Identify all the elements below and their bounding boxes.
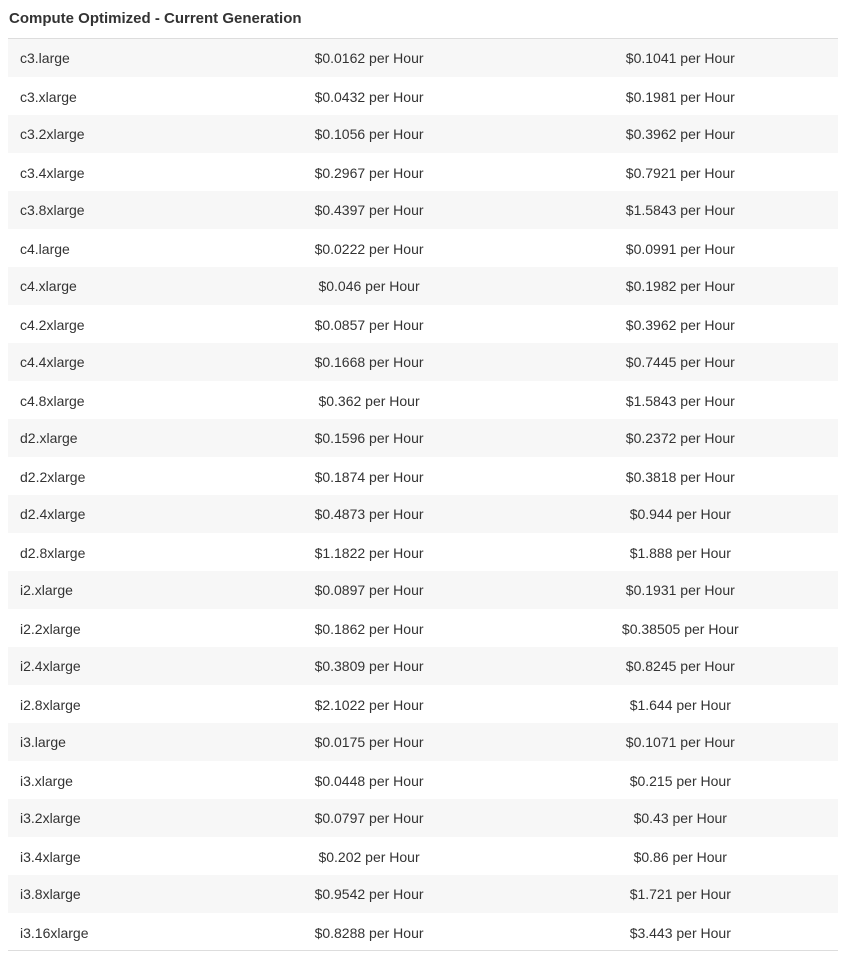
instance-type-cell: c4.8xlarge <box>20 393 85 409</box>
instance-type-cell: c4.large <box>20 241 70 257</box>
instance-type-cell: i2.2xlarge <box>20 621 81 637</box>
spot-price-cell: $0.4397 per Hour <box>314 202 424 218</box>
ondemand-price-cell: $0.1041 per Hour <box>625 50 735 66</box>
instance-type-cell: i2.8xlarge <box>20 697 81 713</box>
table-row <box>8 495 838 533</box>
table-row <box>8 191 838 229</box>
spot-price-cell: $0.2967 per Hour <box>314 165 424 181</box>
table-row <box>8 305 838 343</box>
ondemand-price-cell: $0.7445 per Hour <box>625 354 735 370</box>
table-row <box>8 761 838 799</box>
table-row <box>8 343 838 381</box>
instance-type-cell: d2.2xlarge <box>20 469 86 485</box>
spot-price-cell: $0.1862 per Hour <box>314 621 424 637</box>
ondemand-price-cell: $0.3818 per Hour <box>625 469 735 485</box>
spot-price-cell: $0.9542 per Hour <box>314 886 424 902</box>
table-row <box>8 419 838 457</box>
ondemand-price-cell: $0.7921 per Hour <box>625 165 735 181</box>
ondemand-price-cell: $3.443 per Hour <box>629 925 731 941</box>
table-row <box>8 381 838 419</box>
instance-type-cell: c3.large <box>20 50 70 66</box>
spot-price-cell: $0.0162 per Hour <box>314 50 424 66</box>
instance-type-cell: c4.4xlarge <box>20 354 85 370</box>
instance-type-cell: i3.16xlarge <box>20 925 89 941</box>
table-row <box>8 153 838 191</box>
instance-type-cell: c4.xlarge <box>20 278 77 294</box>
ondemand-price-cell: $0.215 per Hour <box>629 773 731 789</box>
ondemand-price-cell: $0.0991 per Hour <box>625 241 735 257</box>
spot-price-cell: $0.202 per Hour <box>318 849 420 865</box>
spot-price-cell: $0.3809 per Hour <box>314 658 424 674</box>
instance-type-cell: c3.xlarge <box>20 89 77 105</box>
ondemand-price-cell: $0.43 per Hour <box>633 810 727 826</box>
instance-type-cell: c3.8xlarge <box>20 202 85 218</box>
spot-price-cell: $0.362 per Hour <box>318 393 420 409</box>
ondemand-price-cell: $0.3962 per Hour <box>625 317 735 333</box>
ondemand-price-cell: $0.86 per Hour <box>633 849 727 865</box>
instance-type-cell: d2.4xlarge <box>20 506 86 522</box>
ondemand-price-cell: $0.8245 per Hour <box>625 658 735 674</box>
table-row <box>8 77 838 115</box>
spot-price-cell: $0.0175 per Hour <box>314 734 424 750</box>
ondemand-price-cell: $1.721 per Hour <box>629 886 731 902</box>
table-row <box>8 457 838 495</box>
instance-type-cell: c4.2xlarge <box>20 317 85 333</box>
spot-price-cell: $0.0857 per Hour <box>314 317 424 333</box>
ondemand-price-cell: $0.1071 per Hour <box>625 734 735 750</box>
instance-type-cell: i3.large <box>20 734 66 750</box>
ondemand-price-cell: $0.3962 per Hour <box>625 126 735 142</box>
spot-price-cell: $0.0897 per Hour <box>314 582 424 598</box>
ondemand-price-cell: $0.1982 per Hour <box>625 278 735 294</box>
ondemand-price-cell: $1.5843 per Hour <box>625 393 735 409</box>
spot-price-cell: $0.0222 per Hour <box>314 241 424 257</box>
table-row <box>8 229 838 267</box>
spot-price-cell: $1.1822 per Hour <box>314 545 424 561</box>
instance-type-cell: i3.4xlarge <box>20 849 81 865</box>
spot-price-cell: $0.046 per Hour <box>318 278 420 294</box>
instance-type-cell: i3.2xlarge <box>20 810 81 826</box>
table-row <box>8 571 838 609</box>
pricing-table <box>8 38 838 951</box>
ondemand-price-cell: $0.2372 per Hour <box>625 430 735 446</box>
spot-price-cell: $2.1022 per Hour <box>314 697 424 713</box>
spot-price-cell: $0.4873 per Hour <box>314 506 424 522</box>
table-row <box>8 39 838 77</box>
ondemand-price-cell: $1.888 per Hour <box>629 545 731 561</box>
table-row <box>8 267 838 305</box>
spot-price-cell: $0.1056 per Hour <box>314 126 424 142</box>
ondemand-price-cell: $1.644 per Hour <box>629 697 731 713</box>
table-row <box>8 533 838 571</box>
table-row <box>8 799 838 837</box>
spot-price-cell: $0.0448 per Hour <box>314 773 424 789</box>
spot-price-cell: $0.0797 per Hour <box>314 810 424 826</box>
section-title: Compute Optimized - Current Generation <box>9 10 302 27</box>
instance-type-cell: d2.xlarge <box>20 430 78 446</box>
spot-price-cell: $0.8288 per Hour <box>314 925 424 941</box>
table-row <box>8 913 838 951</box>
instance-type-cell: d2.8xlarge <box>20 545 86 561</box>
ondemand-price-cell: $0.944 per Hour <box>629 506 731 522</box>
spot-price-cell: $0.1668 per Hour <box>314 354 424 370</box>
instance-type-cell: i3.xlarge <box>20 773 73 789</box>
table-row <box>8 115 838 153</box>
spot-price-cell: $0.0432 per Hour <box>314 89 424 105</box>
instance-type-cell: i2.xlarge <box>20 582 73 598</box>
table-row <box>8 609 838 647</box>
spot-price-cell: $0.1874 per Hour <box>314 469 424 485</box>
table-row <box>8 647 838 685</box>
table-row <box>8 875 838 913</box>
table-row <box>8 837 838 875</box>
table-row <box>8 723 838 761</box>
ondemand-price-cell: $0.1931 per Hour <box>625 582 735 598</box>
table-row <box>8 685 838 723</box>
instance-type-cell: i2.4xlarge <box>20 658 81 674</box>
instance-type-cell: i3.8xlarge <box>20 886 81 902</box>
instance-type-cell: c3.4xlarge <box>20 165 85 181</box>
ondemand-price-cell: $1.5843 per Hour <box>625 202 735 218</box>
ondemand-price-cell: $0.1981 per Hour <box>625 89 735 105</box>
ondemand-price-cell: $0.38505 per Hour <box>621 621 739 637</box>
spot-price-cell: $0.1596 per Hour <box>314 430 424 446</box>
instance-type-cell: c3.2xlarge <box>20 126 85 142</box>
